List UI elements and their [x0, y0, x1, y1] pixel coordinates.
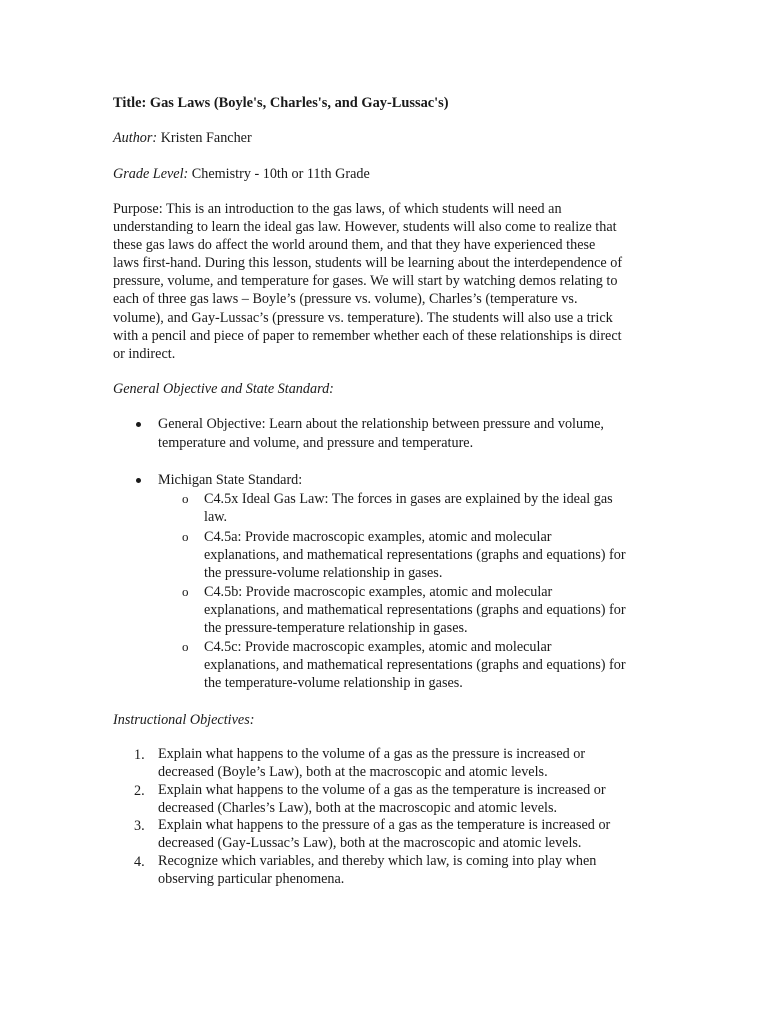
author-label: Author: — [113, 130, 158, 146]
list-number: 2. — [134, 783, 145, 799]
objective-line: Explain what happens to the volume of a gas as the pressure is increased or — [158, 746, 586, 762]
standard-line: the temperature-volume relationship in gases. — [204, 675, 463, 692]
purpose-paragraph — [113, 200, 653, 363]
bullet-icon — [136, 478, 141, 483]
list-number: 1. — [134, 747, 145, 763]
objective-line: decreased (Boyle’s Law), both at the macroscopic and atomic levels. — [158, 763, 548, 780]
standard-line: C4.5a: Provide macroscopic examples, atomic and molecular — [204, 529, 552, 545]
sub-bullet-marker: o — [182, 639, 189, 654]
purpose-line: understanding to learn the ideal gas law. However, students will also come to realize that — [113, 219, 617, 236]
bullet-line: General Objective: Learn about the relationship between pressure and volume, — [158, 416, 604, 432]
sub-bullet-marker: o — [182, 584, 189, 599]
instructional-objective-item — [158, 782, 678, 818]
standard-line: explanations, and mathematical representations (graphs and equations) for — [204, 657, 626, 674]
standard-item — [204, 528, 674, 583]
objective-line: Recognize which variables, and thereby which law, is coming into play when — [158, 853, 597, 869]
purpose-line: or indirect. — [113, 345, 176, 362]
purpose-line: pressure, volume, and temperature for gases. We will start by watching demos relating to — [113, 273, 618, 290]
purpose-line: each of three gas laws – Boyle’s (pressure vs. volume), Charles’s (temperature vs. — [113, 291, 578, 308]
standard-line: explanations, and mathematical representations (graphs and equations) for — [204, 602, 626, 619]
state-standard-bullet — [158, 471, 678, 490]
purpose-line: with a pencil and piece of paper to remember whether each of these relationships is direct — [113, 327, 622, 344]
objective-line: observing particular phenomena. — [158, 870, 345, 887]
standard-item — [204, 638, 674, 693]
objective-line: decreased (Gay-Lussac’s Law), both at the macroscopic and atomic levels. — [158, 834, 582, 851]
sub-bullet-marker: o — [182, 491, 189, 506]
author-line — [113, 129, 252, 147]
author-value: Kristen Fancher — [160, 130, 252, 146]
purpose-line: Purpose: This is an introduction to the gas laws, of which students will need an — [113, 201, 562, 217]
sub-bullet-marker: o — [182, 529, 189, 544]
standard-line: C4.5c: Provide macroscopic examples, atomic and molecular — [204, 639, 552, 655]
purpose-line: these gas laws do affect the world around them, and that they have experienced these — [113, 237, 596, 254]
purpose-line: volume), and Gay-Lussac’s (pressure vs. temperature). The students will also use a trick — [113, 309, 613, 326]
bullet-line: temperature and volume, and pressure and temperature. — [158, 434, 474, 451]
grade-level-label: Grade Level: — [113, 166, 189, 182]
instructional-objective-item — [158, 817, 678, 853]
standard-line: explanations, and mathematical representations (graphs and equations) for — [204, 547, 626, 564]
grade-level-line — [113, 165, 370, 183]
instructional-objective-item — [158, 853, 678, 889]
general-objective-bullet — [158, 415, 678, 452]
standard-line: C4.5x Ideal Gas Law: The forces in gases are explained by the ideal gas — [204, 491, 613, 507]
standard-item — [204, 490, 674, 526]
list-number: 3. — [134, 818, 145, 834]
instructional-objective-item — [158, 746, 678, 782]
purpose-line: laws first-hand. During this lesson, students will be learning about the interdependence of — [113, 255, 623, 272]
standard-line: C4.5b: Provide macroscopic examples, atomic and molecular — [204, 584, 553, 600]
objective-line: decreased (Charles’s Law), both at the macroscopic and atomic levels. — [158, 799, 558, 816]
objective-line: Explain what happens to the volume of a gas as the temperature is increased or — [158, 782, 606, 798]
grade-level-value: Chemistry - 10th or 11th Grade — [191, 166, 370, 182]
bullet-line: Michigan State Standard: — [158, 472, 303, 488]
bullet-icon — [136, 422, 141, 427]
objective-line: Explain what happens to the pressure of a gas as the temperature is increased or — [158, 817, 611, 833]
document-title: Title: Gas Laws (Boyle's, Charles's, and Gay-Lussac's) — [113, 95, 449, 111]
instructional-objectives-heading: Instructional Objectives: — [113, 712, 255, 728]
standard-item — [204, 583, 674, 638]
list-number: 4. — [134, 854, 145, 870]
standard-line: the pressure-temperature relationship in gases. — [204, 620, 468, 637]
general-objective-heading: General Objective and State Standard: — [113, 381, 334, 397]
standard-line: law. — [204, 509, 228, 526]
standard-line: the pressure-volume relationship in gases. — [204, 565, 443, 582]
